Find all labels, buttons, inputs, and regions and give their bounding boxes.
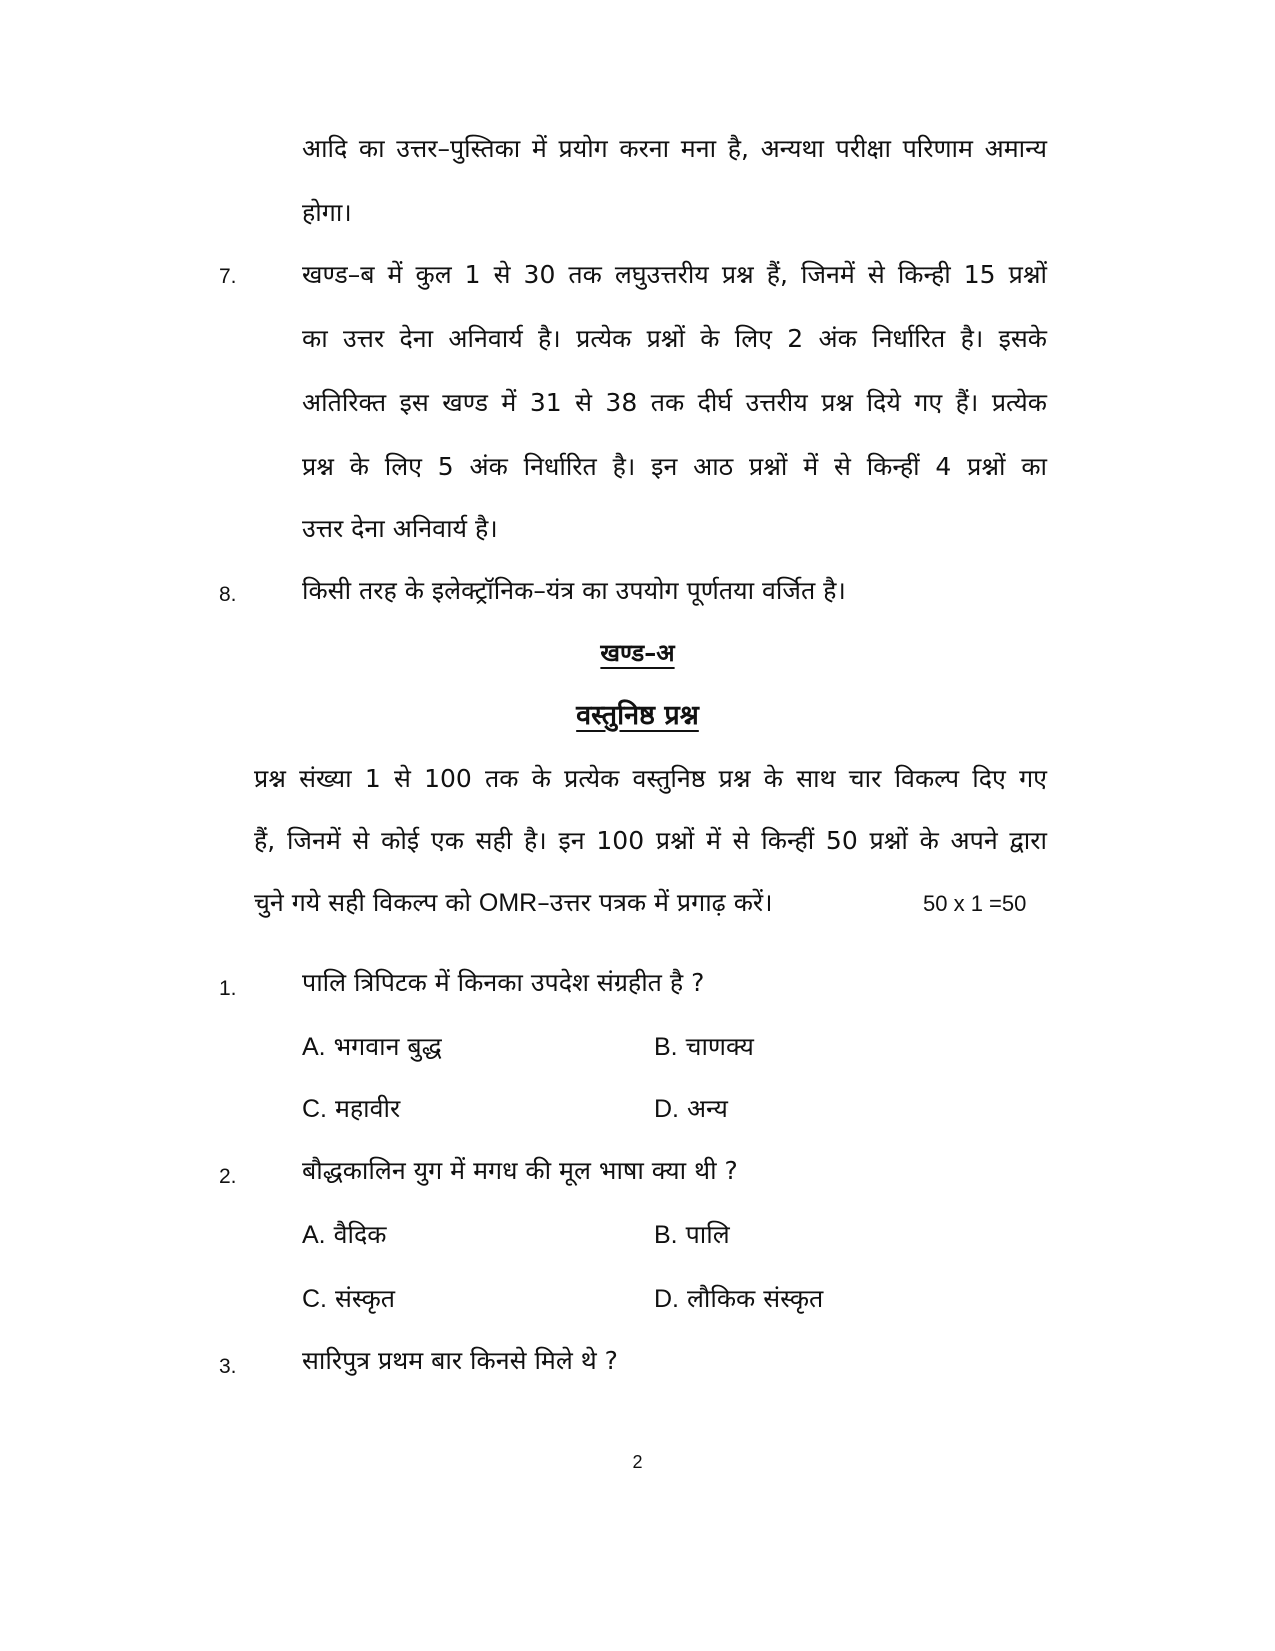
question-2-text: बौद्धकालिन युग में मगध की मूल भाषा क्या थी ? [302,1156,738,1185]
question-1-text: पालि त्रिपिटक में किनका उपदेश संग्रहीत है ? [302,968,705,997]
question-1-option-b [654,1030,754,1064]
option-text: भगवान बुद्ध [333,1032,442,1061]
question-2-option-a [302,1218,386,1252]
option-text: चाणक्य [685,1032,754,1061]
question-3-text: सारिपुत्र प्रथम बार किनसे मिले थे ? [302,1346,618,1375]
option-letter: B. [654,1033,678,1061]
option-letter: A. [302,1221,326,1249]
instruction-8-text: किसी तरह के इलेक्ट्रॉनिक–यंत्र का उपयोग पूर्णतया वर्जित है। [302,576,846,605]
question-2-number: 2. [219,1165,237,1188]
option-letter: C. [302,1095,327,1123]
option-text: लौकिक संस्कृत [686,1284,824,1313]
instruction-7-number: 7. [219,265,237,288]
objective-intro-line-3-pre: चुने गये सही विकल्प को [254,888,479,917]
instruction-7-line-3: अतिरिक्त इस खण्ड में 31 से 38 तक दीर्घ उत्तरीय प्रश्न दिये गए हैं। प्रत्येक [302,388,1047,417]
objective-intro-line-1: प्रश्न संख्या 1 से 100 तक के प्रत्येक वस्तुनिष्ठ प्रश्न के साथ चार विकल्प दिए गए [254,764,1047,793]
instruction-7-line-5: उत्तर देना अनिवार्य है। [302,514,498,543]
option-letter: D. [654,1285,679,1313]
omr-label: OMR [478,889,538,917]
question-2-option-c [302,1282,395,1316]
option-text: महावीर [334,1094,401,1123]
option-text: संस्कृत [334,1284,396,1313]
option-text: पालि [685,1220,730,1249]
objective-intro-line-2: हैं, जिनमें से कोई एक सही है। इन 100 प्रश्नों में से किन्हीं 50 प्रश्नों के अपने द्वारा [254,826,1047,855]
option-letter: C. [302,1285,327,1313]
question-2-option-d [654,1282,823,1316]
section-subtitle: वस्तुनिष्ठ प्रश्न [576,700,699,731]
question-1-option-c [302,1092,400,1126]
continuation-line-1: आदि का उत्तर–पुस्तिका में प्रयोग करना मना है, अन्यथा परीक्षा परिणाम अमान्य [302,134,1047,163]
question-3-number: 3. [219,1355,237,1378]
option-letter: D. [654,1095,679,1123]
marks-scheme: 50 x 1 =50 [923,891,1027,916]
section-title: खण्ड–अ [600,639,675,667]
continuation-line-2: होगा। [302,198,352,227]
option-letter: B. [654,1221,678,1249]
instruction-7-line-4: प्रश्न के लिए 5 अंक निर्धारित है। इन आठ प्रश्नों में से किन्हीं 4 प्रश्नों का [302,452,1047,481]
instruction-7-line-1: खण्ड–ब में कुल 1 से 30 तक लघुउत्तरीय प्रश्न हैं, जिनमें से किन्ही 15 प्रश्नों [302,260,1047,289]
instruction-8-number: 8. [219,583,237,606]
question-1-option-a [302,1030,442,1064]
page-number: 2 [632,1452,643,1472]
question-2-option-b [654,1218,730,1252]
objective-intro-line-3-post: –उत्तर पत्रक में प्रगाढ़ करें। [537,888,773,917]
instruction-7-line-2: का उत्तर देना अनिवार्य है। प्रत्येक प्रश्नों के लिए 2 अंक निर्धारित है। इसके [302,324,1047,353]
option-letter: A. [302,1033,326,1061]
option-text: अन्य [686,1094,728,1123]
question-1-number: 1. [219,977,237,1000]
option-text: वैदिक [333,1220,387,1249]
objective-intro-line-3 [254,886,773,920]
question-1-option-d [654,1092,728,1126]
